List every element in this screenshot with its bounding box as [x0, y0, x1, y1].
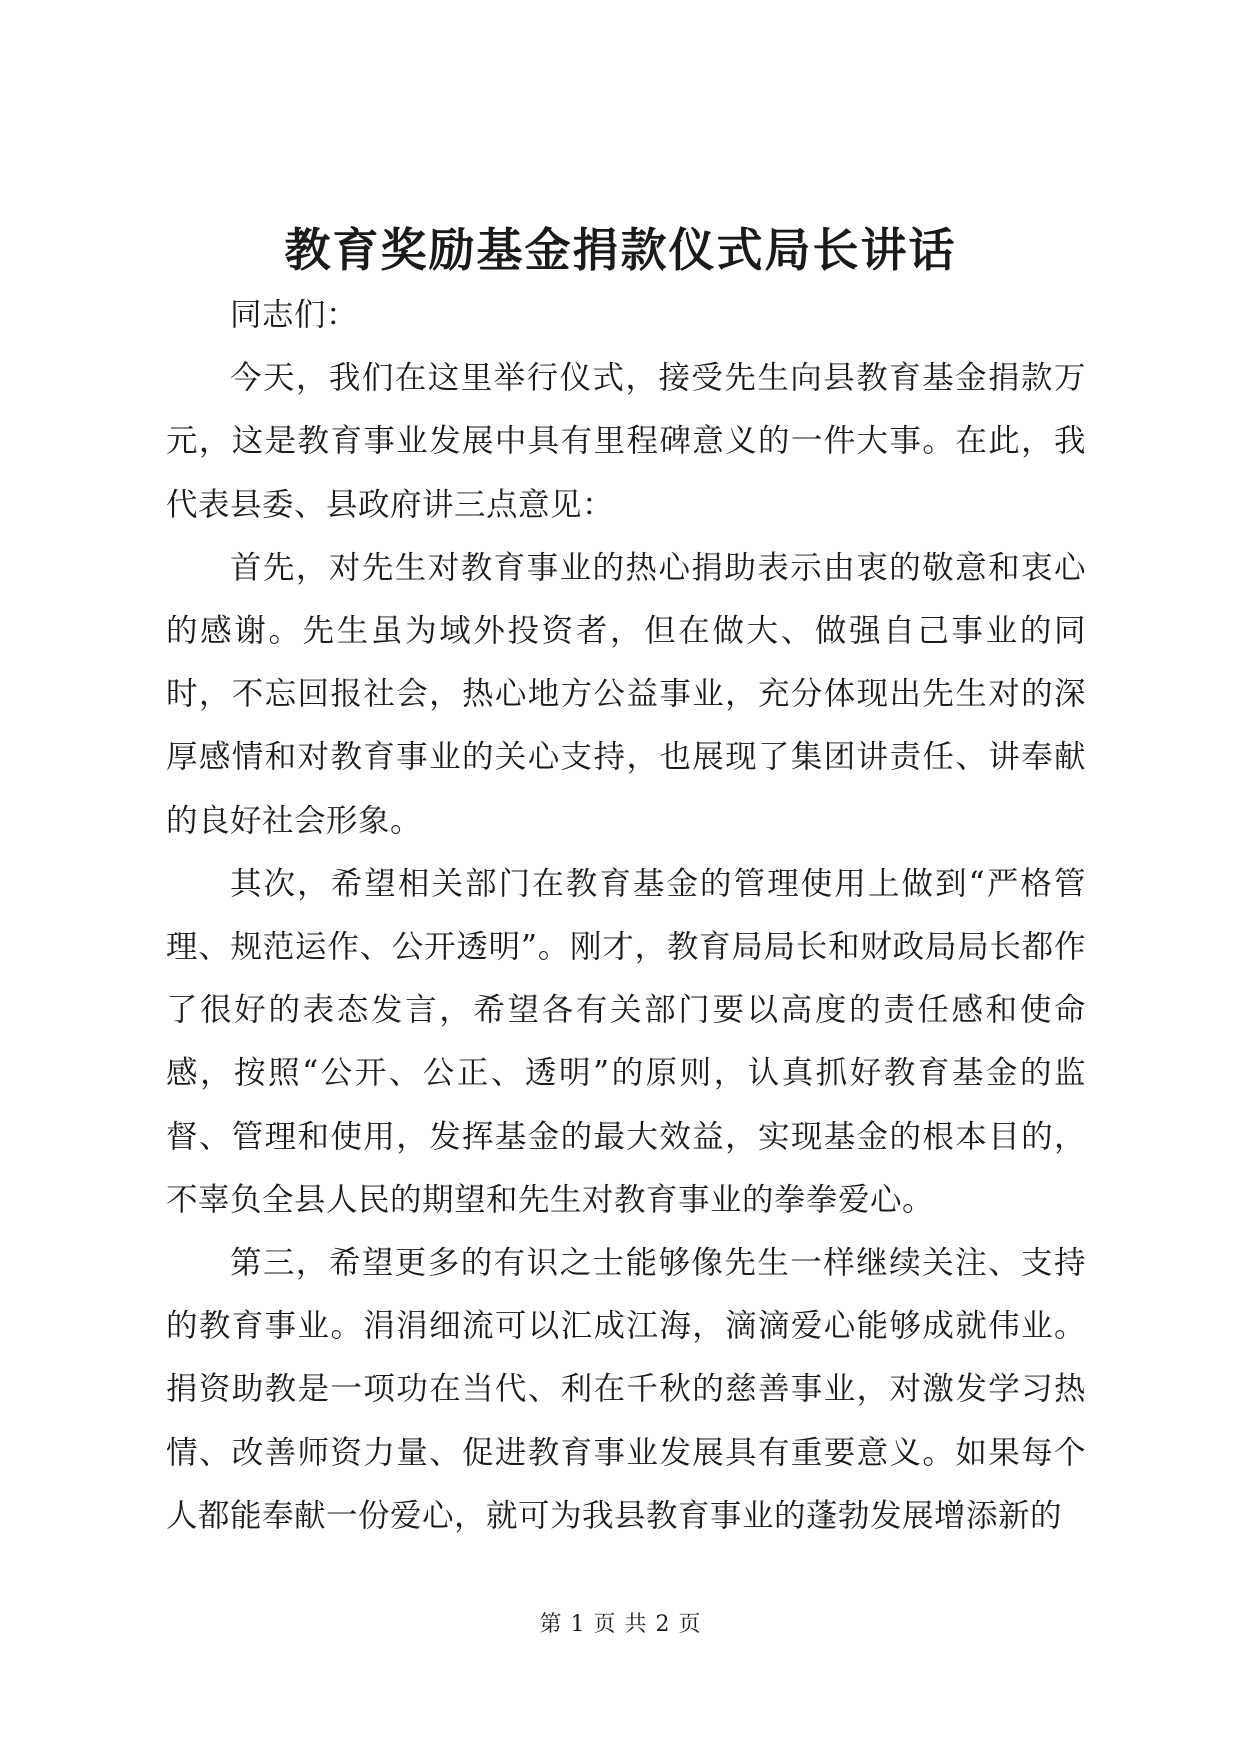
paragraph-second-point: 其次，希望相关部门在教育基金的管理使用上做到“严格管理、规范运作、公开透明”。刚才，教育局局长和财政局局长都作了很好的表态发言，希望各有关部门要以高度的责任感和使命感，按照“公开、公正、透明”的原则，认真抓好教育基金的监督、管理和使用，发挥基金的最大效益，实现基金的根本目的，不辜负全县人民的期望和先生对教育事业的拳拳爱心。 [166, 865, 1086, 1218]
paragraph-intro: 今天，我们在这里举行仪式，接受先生向县教育基金捐款万元，这是教育事业发展中具有里程碑意义的一件大事。在此，我代表县委、县政府讲三点意见： [166, 360, 1086, 523]
paragraph-salutation: 同志们： [230, 297, 359, 333]
document-title: 教育奖励基金捐款仪式局长讲话 [284, 223, 957, 277]
paragraph-third-point: 第三，希望更多的有识之士能够像先生一样继续关注、支持的教育事业。涓涓细流可以汇成江海，滴滴爱心能够成就伟业。捐资助教是一项功在当代、利在千秋的慈善事业，对激发学习热情、改善师资力量、促进教育事业发展具有重要意义。如果每个人都能奉献一份爱心，就可为我县教育事业的蓬勃发展增添新的 [166, 1245, 1086, 1534]
page-footer: 第 1 页 共 2 页 [539, 1612, 702, 1637]
paragraph-first-point: 首先，对先生对教育事业的热心捐助表示由衷的敬意和衷心的感谢。先生虽为域外投资者，但在做大、做强自己事业的同时，不忘回报社会，热心地方公益事业，充分体现出先生对的深厚感情和对教育事业的关心支持，也展现了集团讲责任、讲奉献的良好社会形象。 [166, 549, 1086, 839]
document-body [166, 284, 1086, 1548]
